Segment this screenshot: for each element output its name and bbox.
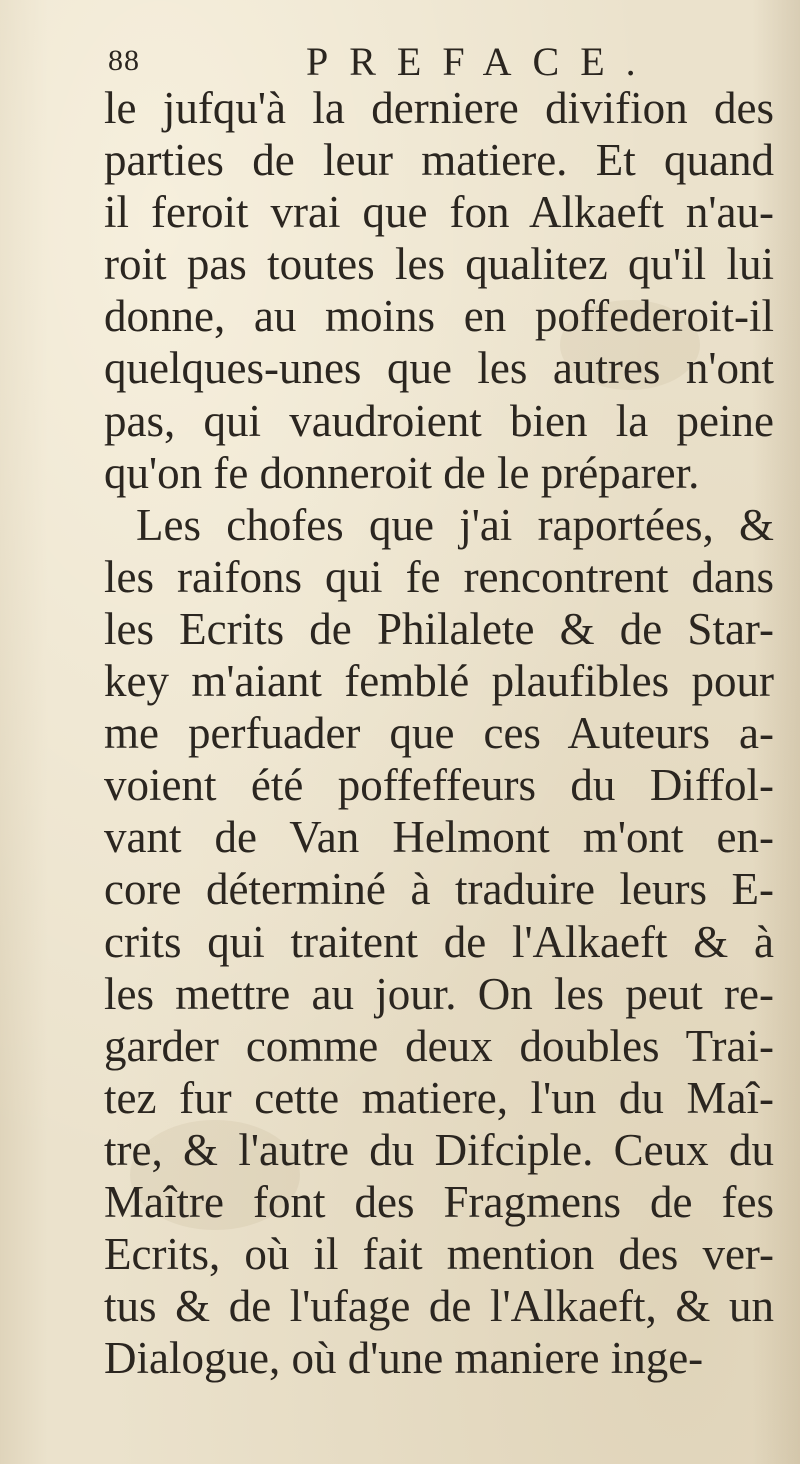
text-line: tre, & l'autre du Difciple. Ceux du: [104, 1124, 774, 1175]
text-line: les raifons qui fe rencontrent dans: [104, 551, 774, 602]
text-line: crits qui traitent de l'Alkaeft & à: [104, 916, 774, 967]
text-line: les mettre au jour. On les peut re-: [104, 968, 774, 1019]
text-line: pas, qui vaudroient bien la peine: [104, 395, 774, 446]
text-line: core déterminé à traduire leurs E-: [104, 864, 774, 915]
page-number: 88: [108, 44, 140, 77]
text-line: roit pas toutes les qualitez qu'il lui: [104, 239, 774, 290]
text-line: key m'aiant femblé plaufibles pour: [104, 656, 774, 707]
text-line: il feroit vrai que fon Alkaeft n'au-: [104, 187, 774, 238]
text-line: quelques-unes que les autres n'ont: [104, 343, 774, 394]
paragraph-first-line: Les chofes que j'ai raportées, &: [136, 499, 774, 550]
text-line: Dialogue, où d'une maniere inge-: [104, 1333, 704, 1384]
text-line: vant de Van Helmont m'ont en-: [104, 812, 774, 863]
text-line: tus & de l'ufage de l'Alkaeft, & un: [104, 1281, 774, 1332]
running-head: [108, 38, 668, 86]
text-line: me perfuader que ces Auteurs a-: [104, 708, 774, 759]
text-line: garder comme deux doubles Trai-: [104, 1020, 774, 1071]
text-line: voient été poffeffeurs du Diffol-: [104, 760, 774, 811]
text-line: le jufqu'à la derniere divifion des: [104, 83, 774, 133]
text-line: donne, au moins en poffederoit-il: [104, 291, 774, 342]
text-line: Maître font des Fragmens de fes: [104, 1176, 774, 1227]
text-line: parties de leur matiere. Et quand: [104, 135, 774, 186]
text-line: qu'on fe donneroit de le préparer.: [104, 447, 700, 498]
running-title: PREFACE.: [306, 39, 657, 84]
text-line: les Ecrits de Philalete & de Star-: [104, 603, 774, 654]
body-text: [104, 82, 774, 1384]
text-line: tez fur cette matiere, l'un du Maî-: [104, 1072, 774, 1123]
text-line: Ecrits, où il fait mention des ver-: [104, 1229, 774, 1280]
